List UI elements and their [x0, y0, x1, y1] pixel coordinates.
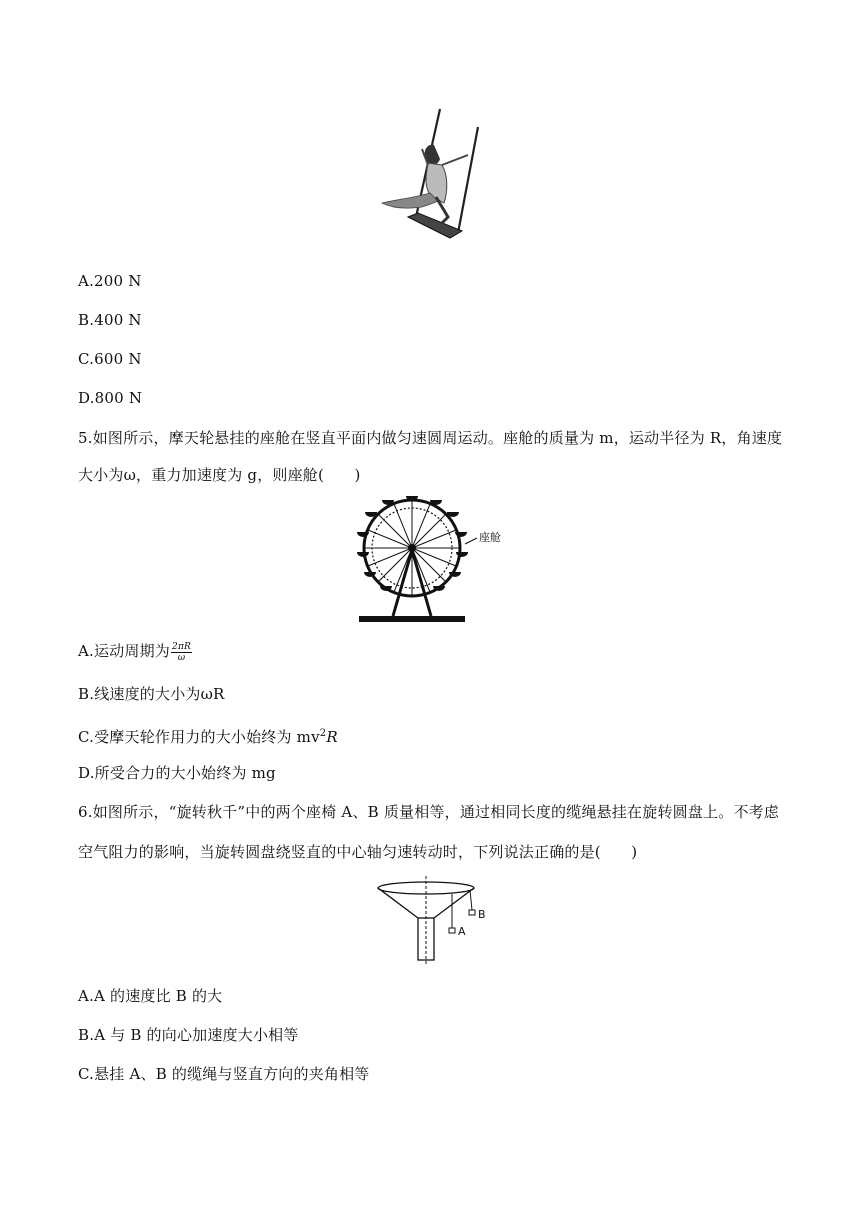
- q4-option-c: C.600 N: [78, 350, 142, 368]
- q4-option-b: B.400 N: [78, 311, 142, 329]
- q5-option-b: B.线速度的大小为ωR: [78, 685, 225, 703]
- q6-stem-line2: 空气阻力的影响，当旋转圆盘绕竖直的中心轴匀速转动时，下列说法正确的是( ): [78, 843, 638, 861]
- ferris-wheel-figure: [355, 492, 515, 627]
- rotating-swing-figure: [372, 874, 492, 968]
- period-fraction: $\frac{2\pi R}{\omega}$: [172, 641, 192, 663]
- ferris-wheel-drawing: [355, 492, 515, 627]
- seat-b-label: B: [478, 908, 486, 921]
- q4-option-a: A.200 N: [78, 272, 142, 290]
- seat-a-label: A: [458, 925, 466, 938]
- q4-option-d: D.800 N: [78, 389, 143, 407]
- q6-option-c: C.悬挂 A、B 的缆绳与竖直方向的夹角相等: [78, 1065, 370, 1083]
- q6-stem-line1: 6.如图所示，“旋转秋千”中的两个座椅 A、B 质量相等，通过相同长度的缆绳悬挂在旋转圆盘上。不考虑: [78, 803, 780, 821]
- swing-figure: [378, 105, 488, 265]
- q5-option-d: D.所受合力的大小始终为 mg: [78, 764, 276, 782]
- q5-option-c: C.受摩天轮作用力的大小始终为 $mv^2R$: [78, 728, 338, 746]
- q5-stem-line1: 5.如图所示，摩天轮悬挂的座舱在竖直平面内做匀速圆周运动。座舱的质量为 m，运动半径为 R，角速度: [78, 429, 783, 447]
- q5-stem-line2: 大小为ω，重力加速度为 g，则座舱( ): [78, 466, 361, 484]
- q6-option-a: A.A 的速度比 B 的大: [78, 987, 223, 1005]
- q5-option-a: A.运动周期为 $\frac{2\pi R}{\omega}$: [78, 641, 192, 663]
- q6-option-b: B.A 与 B 的向心加速度大小相等: [78, 1026, 299, 1044]
- cabin-label: 座舱: [479, 531, 501, 544]
- rotating-swing-drawing: [372, 874, 492, 968]
